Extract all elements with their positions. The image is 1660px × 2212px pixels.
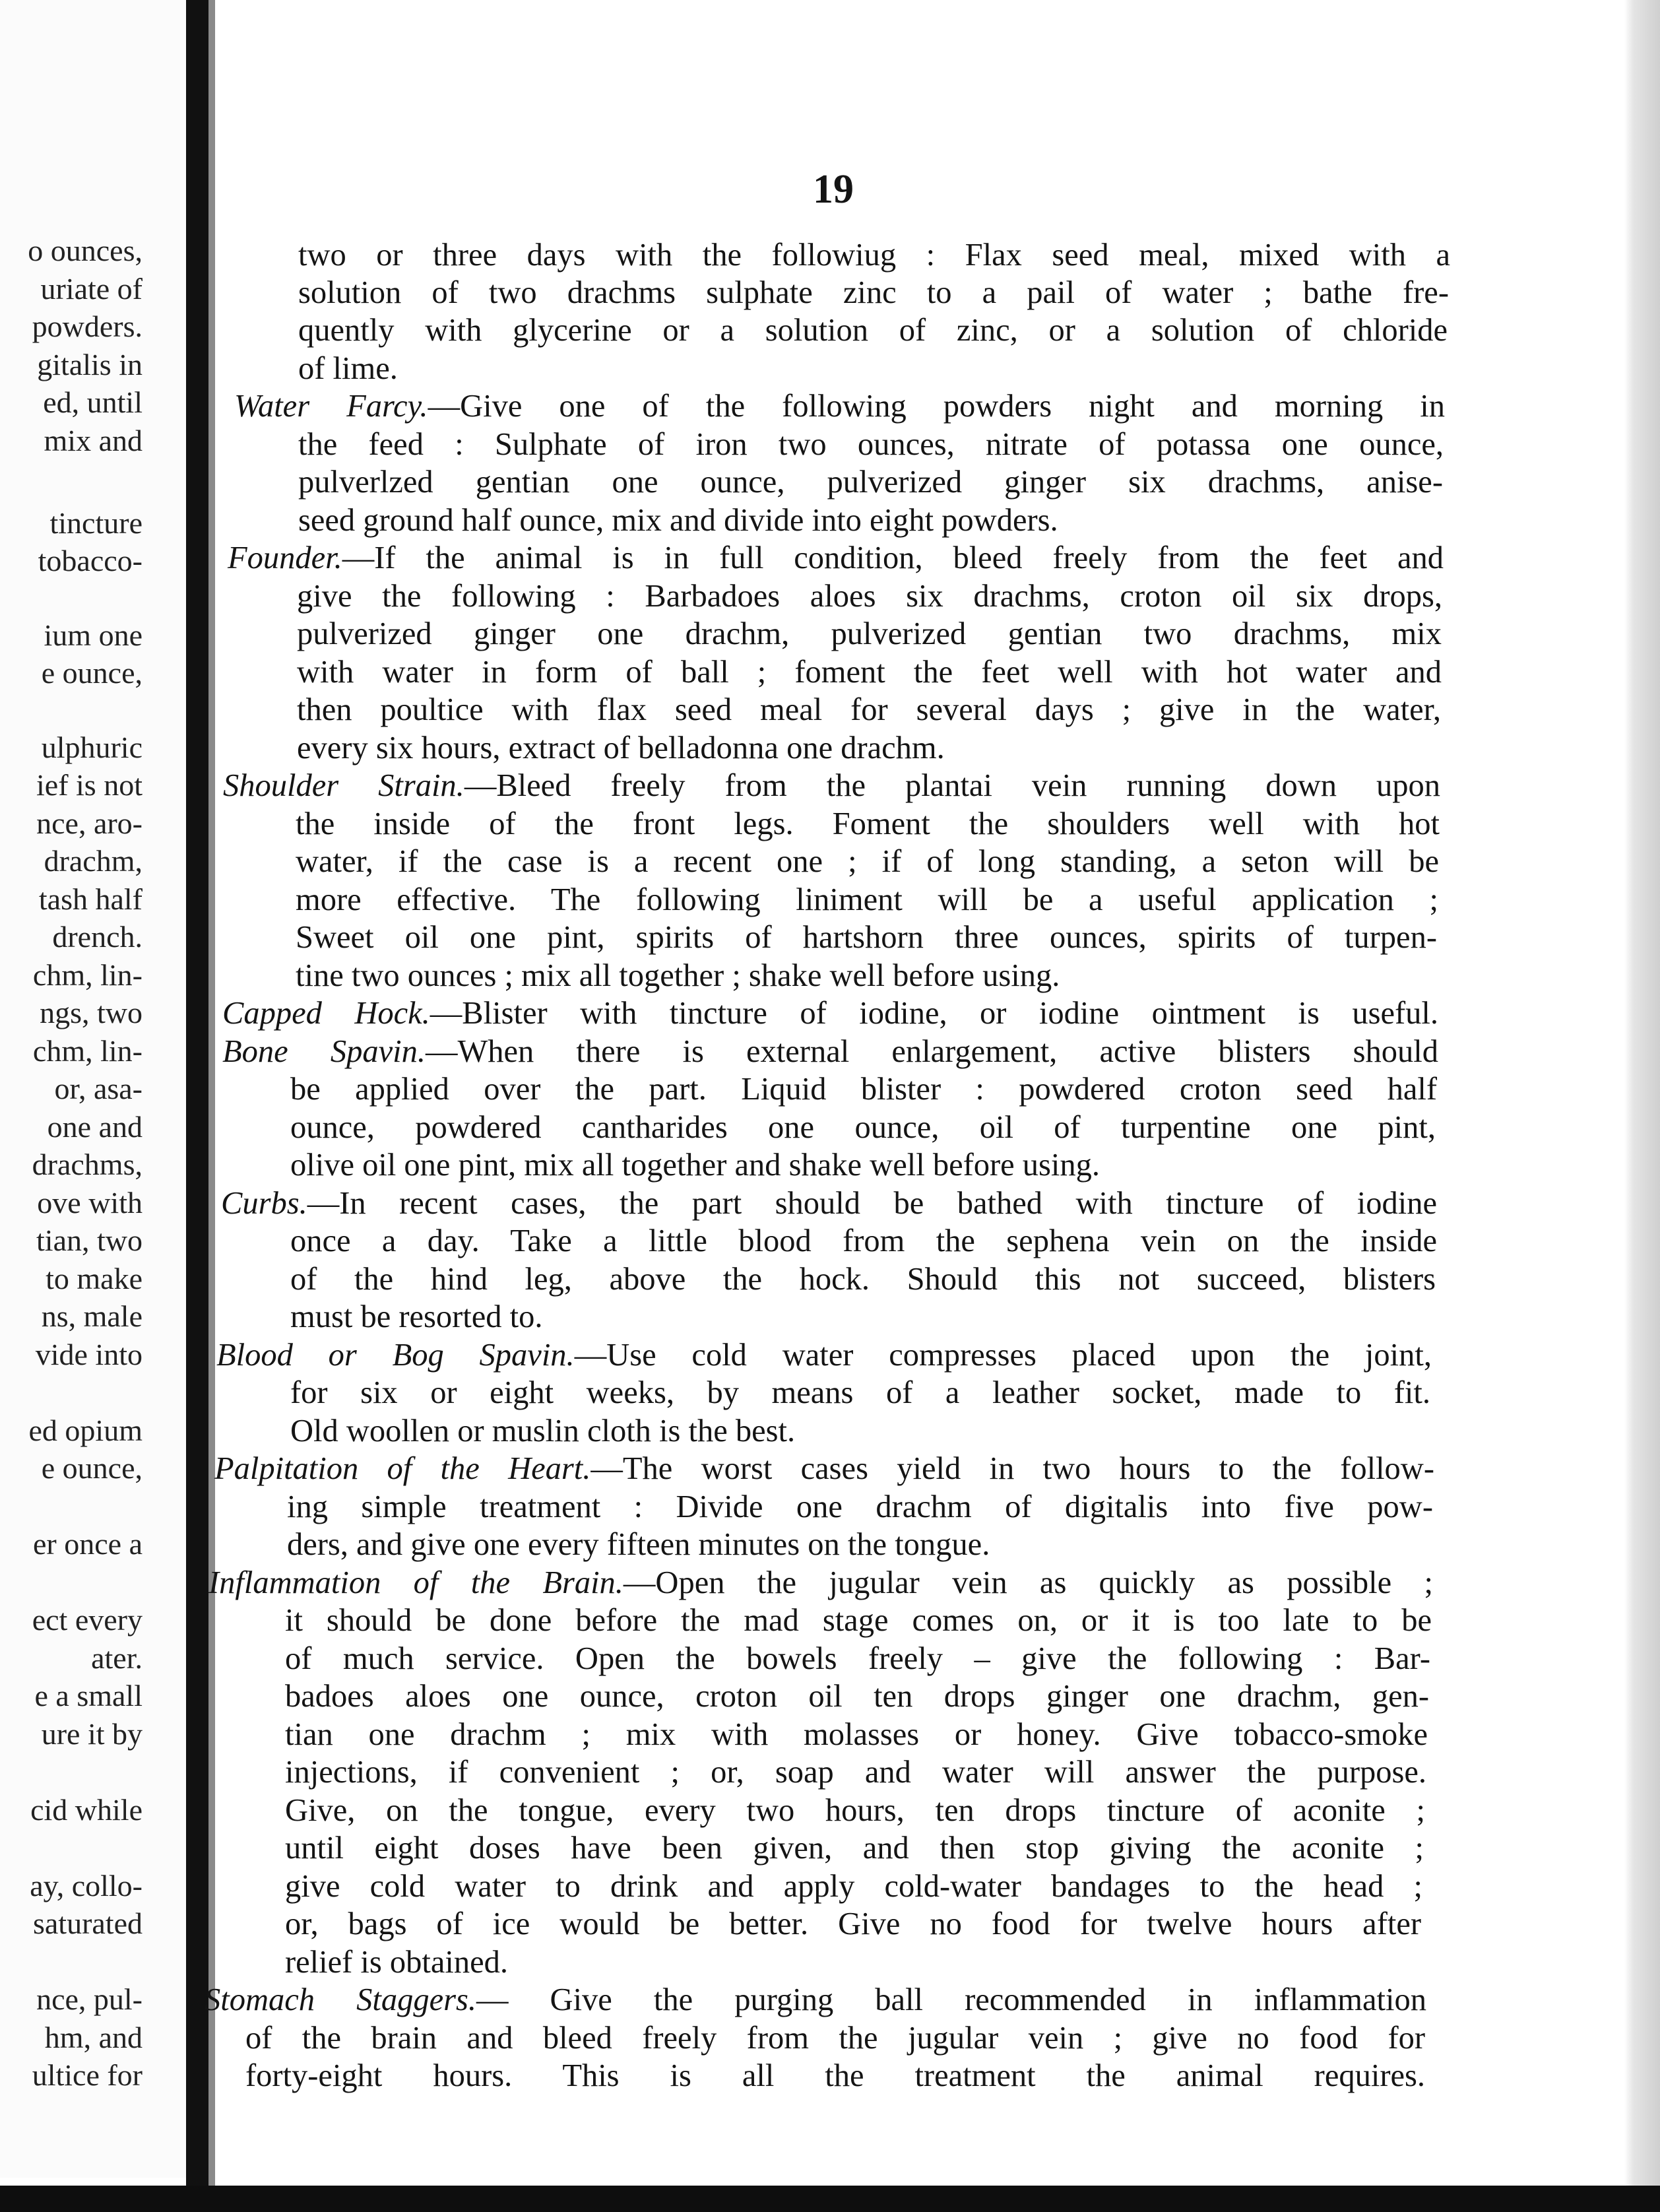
facing-page-line: ulphuric — [41, 731, 143, 764]
text-line — [290, 1109, 1436, 1147]
text-line — [298, 502, 1058, 540]
text-line — [297, 653, 1442, 692]
line-text: Old woollen or muslin cloth is the best. — [290, 1414, 796, 1448]
line-text: ounce, powdered cantharides one ounce, oil of turpentine one pint, — [290, 1110, 1436, 1145]
facing-page-line: ed, until — [43, 385, 143, 419]
facing-page-line: tian, two — [36, 1223, 143, 1257]
text-line — [290, 1146, 1100, 1185]
line-text: give the following : Barbadoes aloes six drachms, croton oil six drops, — [297, 579, 1442, 614]
entry-title: Curbs. — [221, 1186, 307, 1221]
text-line — [285, 1602, 1432, 1640]
text-line — [296, 957, 1060, 995]
line-text: pulverized ginger one drachm, pulverized gentian two drachms, mix — [297, 616, 1442, 651]
line-text: must be resorted to. — [290, 1299, 543, 1334]
gutter-shadow — [208, 0, 215, 2197]
text-line — [297, 615, 1442, 653]
text-line — [297, 577, 1442, 616]
book-gutter — [186, 0, 208, 2197]
line-text: of lime. — [298, 351, 398, 386]
line-text: pulverlzed gentian one ounce, pulverized ginger six drachms, anise- — [298, 465, 1443, 500]
facing-page-line: nce, pul- — [36, 1982, 143, 2016]
line-text: more effective. The following liniment will be a useful application ; — [296, 882, 1438, 917]
line-text: of the brain and bleed freely from the jugular vein ; give no food for — [245, 2021, 1425, 2056]
line-text: be applied over the part. Liquid blister : powdered croton seed half — [290, 1072, 1437, 1107]
entry-title: Shoulder Strain. — [223, 768, 464, 803]
entry-heading-line — [216, 1336, 1432, 1375]
entry-title: Inflammation of the Brain. — [208, 1565, 623, 1600]
facing-page-line: ect every — [32, 1603, 143, 1637]
page-number: 19 — [813, 167, 854, 212]
line-text: for six or eight weeks, by means of a leather socket, made to fit. — [290, 1375, 1430, 1410]
facing-page-line: nce, aro- — [36, 806, 143, 840]
page-edge-shadow — [1624, 0, 1660, 2212]
facing-page-line: ay, collo- — [30, 1869, 143, 1903]
facing-page-line: drachms, — [32, 1148, 143, 1181]
line-text: relief is obtained. — [285, 1945, 509, 1980]
scan-bottom-border — [0, 2186, 1660, 2212]
facing-page-line: powders. — [32, 309, 143, 343]
text-line — [285, 1829, 1424, 1868]
text-line — [245, 2057, 1425, 2095]
line-text: or, bags of ice would be better. Give no food for twelve hours after — [285, 1906, 1421, 1941]
facing-page-line: tobacco- — [38, 544, 143, 577]
line-text: until eight doses have been given, and then stop giving the aconite ; — [285, 1831, 1424, 1866]
entry-title: Capped Hock. — [222, 996, 430, 1031]
entry-heading-line — [234, 387, 1445, 426]
text-line — [287, 1526, 990, 1564]
entry-title: Blood or Bog Spavin. — [216, 1338, 575, 1373]
text-line — [290, 1412, 795, 1450]
facing-page-line: er once a — [33, 1527, 143, 1561]
text-line — [285, 1753, 1426, 1792]
line-text: — Give the purging ball recommended in inflammation — [476, 1982, 1426, 2017]
text-line — [298, 311, 1448, 350]
entry-heading-line — [222, 1033, 1438, 1071]
text-line — [297, 729, 945, 767]
text-line — [285, 1677, 1429, 1716]
text-line — [285, 1905, 1421, 1943]
line-text: of the hind leg, above the hock. Should this not succeed, blisters — [290, 1262, 1436, 1297]
text-line — [298, 350, 398, 388]
facing-page-line: saturated — [32, 1906, 143, 1940]
facing-page-line: uriate of — [40, 272, 143, 306]
facing-page-line: ure it by — [41, 1717, 143, 1751]
facing-page-line: gitalis in — [37, 348, 143, 381]
text-line — [298, 236, 1450, 275]
line-text: the inside of the front legs. Foment the shoulders well with hot — [296, 806, 1440, 841]
entry-heading-line — [228, 539, 1444, 577]
text-line — [298, 426, 1444, 464]
text-line — [296, 843, 1439, 881]
line-text: —When there is external enlargement, active blisters should — [425, 1034, 1439, 1069]
line-text: give cold water to drink and apply cold-water bandages to the head ; — [285, 1869, 1422, 1904]
entry-heading-line — [214, 1450, 1434, 1488]
text-line — [287, 1488, 1433, 1526]
text-line — [290, 1374, 1430, 1412]
line-text: —The worst cases yield in two hours to the follow- — [591, 1451, 1434, 1486]
text-line — [298, 463, 1443, 502]
line-text: ing simple treatment : Divide one drachm of digitalis into five pow- — [287, 1489, 1433, 1524]
line-text: ders, and give one every fifteen minutes on the tongue. — [287, 1527, 990, 1562]
line-text: tian one drachm ; mix with molasses or honey. Give tobacco-smoke — [285, 1717, 1428, 1752]
text-line — [285, 1868, 1422, 1906]
facing-page-line: ief is not — [36, 768, 143, 802]
facing-page-line: o ounces, — [28, 234, 143, 267]
line-text: —Give one of the following powders night and morning in — [428, 389, 1446, 424]
line-text: —Blister with tincture of iodine, or iodine ointment is useful. — [430, 996, 1438, 1031]
text-line — [285, 1943, 508, 1982]
text-line — [290, 1222, 1437, 1260]
entry-title: Water Farcy. — [234, 389, 428, 424]
line-text: once a day. Take a little blood from the sephena vein on the inside — [290, 1223, 1437, 1258]
facing-page-line: or, asa- — [54, 1072, 143, 1105]
facing-page-line: ove with — [37, 1186, 143, 1220]
line-text: forty-eight hours. This is all the treatment the animal requires. — [245, 2058, 1425, 2093]
text-line — [297, 691, 1441, 729]
line-text: solution of two drachms sulphate zinc to a pail of water ; bathe fre- — [298, 275, 1449, 310]
text-line — [298, 274, 1449, 312]
line-text: Sweet oil one pint, spirits of hartshorn three ounces, spirits of turpen- — [296, 920, 1437, 955]
entry-title: Bone Spavin. — [222, 1034, 426, 1069]
facing-page-line: hm, and — [44, 2021, 143, 2054]
entry-title: Stomach Staggers. — [205, 1982, 476, 2017]
entry-title: Palpitation of the Heart. — [214, 1451, 591, 1486]
text-line — [296, 919, 1437, 957]
text-line — [290, 1260, 1436, 1299]
text-line — [290, 1298, 543, 1336]
facing-page-line: ater. — [91, 1641, 143, 1675]
line-text: —Use cold water compresses placed upon the joint, — [574, 1338, 1432, 1373]
text-line — [245, 2019, 1425, 2058]
facing-page-line: e ounce, — [41, 1451, 143, 1485]
facing-page-line: ultice for — [32, 2058, 143, 2092]
facing-page-line: mix and — [44, 424, 143, 457]
line-text: —In recent cases, the part should be bathed with tincture of iodine — [307, 1186, 1437, 1221]
facing-page-line: ium one — [44, 618, 143, 652]
facing-page-line: drench. — [52, 920, 143, 954]
text-line — [296, 805, 1440, 843]
line-text: seed ground half ounce, mix and divide into eight powders. — [298, 503, 1058, 538]
entry-heading-line — [221, 1185, 1437, 1223]
line-text: two or three days with the followiug : Flax seed meal, mixed with a — [298, 238, 1450, 273]
line-text: with water in form of ball ; foment the feet well with hot water and — [297, 655, 1442, 690]
line-text: every six hours, extract of belladonna one drachm. — [297, 731, 945, 765]
facing-page-line: ngs, two — [40, 996, 143, 1029]
line-text: injections, if convenient ; or, soap and water will answer the purpose. — [285, 1755, 1426, 1790]
line-text: water, if the case is a recent one ; if of long standing, a seton will be — [296, 844, 1439, 879]
facing-page-line: chm, lin- — [32, 1034, 143, 1068]
text-line — [285, 1640, 1430, 1678]
text-line — [296, 881, 1438, 919]
line-text: tine two ounces ; mix all together ; shake well before using. — [296, 958, 1060, 993]
facing-page-line: e a small — [34, 1679, 143, 1712]
facing-page-line: ed opium — [28, 1414, 143, 1447]
entry-heading-line — [208, 1564, 1433, 1602]
facing-page-line: e ounce, — [41, 656, 143, 690]
facing-page-line: cid while — [30, 1793, 143, 1827]
line-text: the feed : Sulphate of iron two ounces, nitrate of potassa one ounce, — [298, 427, 1444, 462]
entry-heading-line — [205, 1981, 1426, 2019]
facing-page-line: tincture — [49, 506, 143, 540]
line-text: it should be done before the mad stage comes on, or it is too late to be — [285, 1603, 1432, 1638]
entry-title: Founder. — [228, 540, 342, 575]
entry-heading-line — [222, 994, 1438, 1033]
line-text: —Open the jugular vein as quickly as possible ; — [623, 1565, 1433, 1600]
line-text: quently with glycerine or a solution of zinc, or a solution of chloride — [298, 313, 1448, 348]
facing-page-line: ns, male — [41, 1299, 143, 1333]
facing-page-fragment — [0, 0, 186, 2178]
text-line — [290, 1070, 1437, 1109]
facing-page-line: to make — [46, 1262, 143, 1295]
facing-page-line: one and — [47, 1110, 143, 1144]
line-text: badoes aloes one ounce, croton oil ten drops ginger one drachm, gen- — [285, 1679, 1429, 1714]
text-line — [285, 1792, 1425, 1830]
line-text: —Bleed freely from the plantai vein running down upon — [464, 768, 1440, 803]
line-text: —If the animal is in full condition, bleed freely from the feet and — [342, 540, 1444, 575]
line-text: then poultice with flax seed meal for several days ; give in the water, — [297, 692, 1441, 727]
facing-page-line: vide into — [35, 1338, 143, 1371]
line-text: olive oil one pint, mix all together and shake well before using. — [290, 1148, 1101, 1183]
entry-heading-line — [223, 767, 1440, 805]
facing-page-line: chm, lin- — [32, 958, 143, 992]
facing-page-line: drachm, — [44, 844, 143, 878]
line-text: Give, on the tongue, every two hours, ten drops tincture of aconite ; — [285, 1793, 1425, 1828]
text-line — [285, 1716, 1428, 1754]
line-text: of much service. Open the bowels freely – give the following : Bar- — [285, 1641, 1430, 1676]
facing-page-line: tash half — [38, 882, 143, 916]
